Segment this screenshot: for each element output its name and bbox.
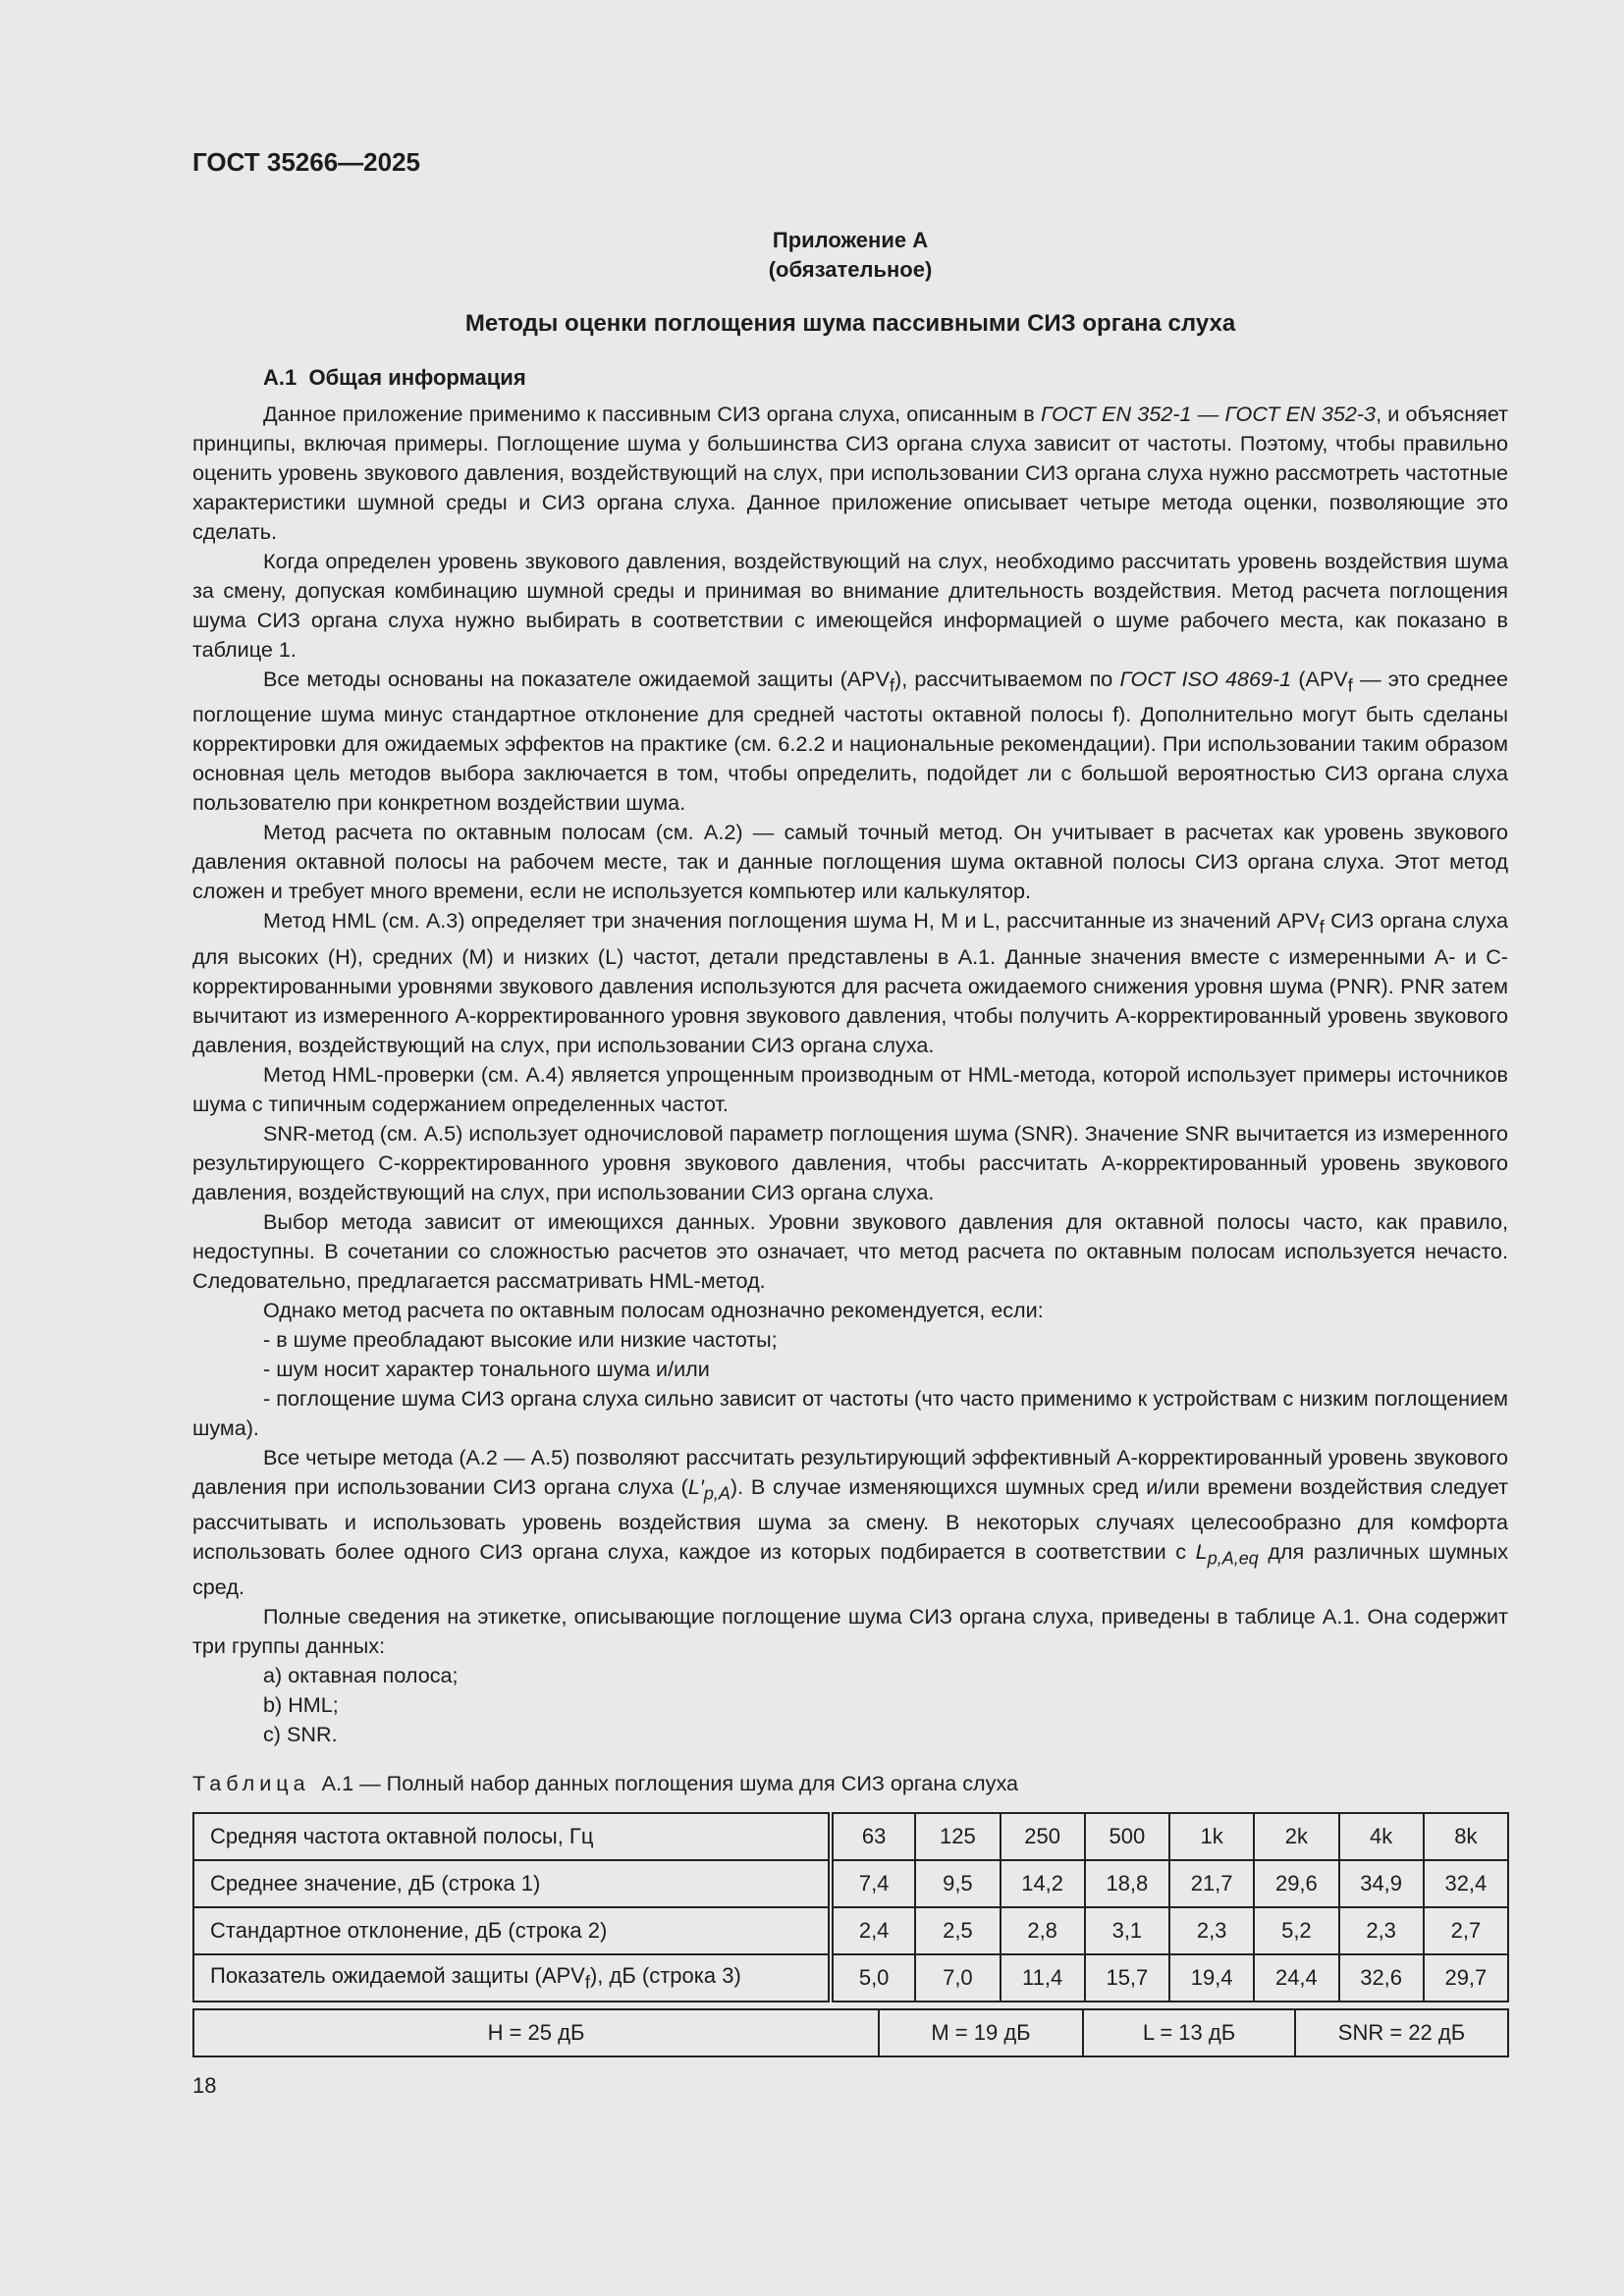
table-row [193, 2009, 1508, 2056]
table-cell: 3,1 [1085, 1907, 1169, 1954]
summary-m: M = 19 дБ [879, 2009, 1083, 2056]
table-cell: 29,6 [1254, 1860, 1338, 1907]
section-number: А.1 [263, 365, 298, 390]
table-cell: 32,6 [1339, 1954, 1424, 2002]
paragraph: Полные сведения на этикетке, описывающие поглощение шума СИЗ органа слуха, приведены в таблице А.1. Она содержит три группы данных: [192, 1604, 1508, 1659]
paragraph: Все четыре метода (А.2 — А.5) позволяют рассчитать результирующий эффективный A-корректированный уровень звукового давления при использовании СИЗ органа слуха $(L'_{p,A})$. В случае изменяющихся шумных сред и/или времени воздействия следует рассчитывать и использовать уровень воздействия шума за смену. В некоторых случаях целесообразно для комфорта использовать более одного СИЗ органа слуха, каждое из которых подбирается в соответствии с $L_{p,A,eq}$ для различных шумных сред. [192, 1444, 1509, 1600]
table-row [193, 1907, 1508, 1954]
table-cell: 4k [1339, 1813, 1424, 1860]
table-cell: 32,4 [1424, 1860, 1508, 1907]
condition-item: - в шуме преобладают высокие или низкие частоты; [263, 1326, 778, 1352]
document-id: ГОСТ 35266—2025 [192, 147, 420, 177]
paragraph: Однако метод расчета по октавным полосам однозначно рекомендуется, если: [263, 1297, 1044, 1322]
table-row [193, 1813, 1508, 1860]
paragraph: Метод HML (см. А.3) определяет три значения поглощения шума H, M и L, рассчитанные из значений $APV_f$ СИЗ органа слуха для высоких (H), средних (M) и низких (L) частот, детали представлены в А.1. Данные значения вместе с измеренными A- и C-корректированными уровнями звукового давления используются для расчета ожидаемого снижения уровня шума (PNR). PNR затем вычитают из измеренного A-корректированного уровня звукового давления, чтобы получить A-корректированный уровень звукового давления, воздействующий на слух, при использовании СИЗ органа слуха. [192, 908, 1509, 1057]
table-row [193, 1954, 1508, 2002]
summary-values-table [192, 2008, 1509, 2057]
row-label: Среднее значение, дБ (строка 1) [193, 1860, 831, 1907]
table-cell: 250 [1001, 1813, 1085, 1860]
paragraph: Когда определен уровень звукового давления, воздействующий на слух, необходимо рассчитать уровень воздействия шума за смену, допуская комбинацию шумной среды и принимая во внимание длительность воздействия. Метод расчета поглощения шума СИЗ органа слуха нужно выбирать в соответствии с имеющейся информацией о шуме рабочего места, как показано в таблице 1. [192, 549, 1508, 662]
table-cell: 63 [831, 1813, 915, 1860]
paragraph: Метод HML-проверки (см. А.4) является упрощенным производным от HML-метода, которой использует примеры источников шума с типичным содержанием определенных частот. [192, 1061, 1508, 1116]
table-cell: 2,3 [1339, 1907, 1424, 1954]
summary-h: H = 25 дБ [193, 2009, 879, 2056]
table-cell: 24,4 [1254, 1954, 1338, 2002]
row-label: Средняя частота октавной полосы, Гц [193, 1813, 831, 1860]
table-cell: 14,2 [1001, 1860, 1085, 1907]
paragraph: SNR-метод (см. А.5) использует одночисловой параметр поглощения шума (SNR). Значение SNR вычитается из измеренного результирующего C-корректированного уровня звукового давления, чтобы рассчитать A-корректированный уровень звукового давления, воздействующий на слух, при использовании СИЗ органа слуха. [192, 1120, 1508, 1204]
table-cell: 2k [1254, 1813, 1338, 1860]
table-cell: 5,0 [831, 1954, 915, 2002]
table-row [193, 1860, 1508, 1907]
annex-title: Приложение А [772, 228, 929, 252]
table-cell: 2,8 [1001, 1907, 1085, 1954]
list-item: c) SNR. [263, 1722, 338, 1747]
standard-reference: ГОСТ ISO 4869-1 [1119, 667, 1292, 691]
page-number: 18 [192, 2073, 217, 2098]
condition-item: - поглощение шума СИЗ органа слуха сильно зависит от частоты (что часто применимо к устройствам с низким поглощением шума). [192, 1385, 1508, 1440]
row-label: Показатель ожидаемой защиты $(APV_f)$, дБ (строка 3) [193, 1954, 831, 2002]
table-caption: Таблица А.1 — Полный набор данных поглощения шума для СИЗ органа слуха [192, 1771, 1019, 1795]
condition-item: - шум носит характер тонального шума и/или [263, 1356, 710, 1381]
section-title: Общая информация [308, 365, 526, 390]
table-cell: 125 [915, 1813, 1000, 1860]
summary-snr: SNR = 22 дБ [1295, 2009, 1508, 2056]
row-label: Стандартное отклонение, дБ (строка 2) [193, 1907, 831, 1954]
annex-status: (обязательное) [768, 257, 933, 282]
table-cell: 9,5 [915, 1860, 1000, 1907]
table-cell: 21,7 [1169, 1860, 1254, 1907]
noise-attenuation-table [192, 1812, 1509, 2002]
table-cell: 2,3 [1169, 1907, 1254, 1954]
table-cell: 2,7 [1424, 1907, 1508, 1954]
table-cell: 18,8 [1085, 1860, 1169, 1907]
body-text [192, 400, 1508, 1749]
table-cell: 34,9 [1339, 1860, 1424, 1907]
table-cell: 500 [1085, 1813, 1169, 1860]
table-cell: 15,7 [1085, 1954, 1169, 2002]
table-cell: 2,5 [915, 1907, 1000, 1954]
summary-l: L = 13 дБ [1083, 2009, 1295, 2056]
paragraph: Все методы основаны на показателе ожидаемой защиты $(APV_f)$, рассчитываемом по ГОСТ ISO 4869-1 ($APV_f$ — это среднее поглощение шума минус стандартное отклонение для средней частоты октавной полосы f). Дополнительно могут быть сделаны корректировки для ожидаемых эффектов на практике (см. 6.2.2 и национальные рекомендации). При использовании таким образом основная цель методов выбора заключается в том, чтобы определить, подойдет ли с большой вероятностью СИЗ органа слуха пользователю при конкретном воздействии шума. [192, 667, 1508, 816]
paragraph: Метод расчета по октавным полосам (см. А.2) — самый точный метод. Он учитывает в расчетах как уровень звукового давления октавной полосы на рабочем месте, так и данные поглощения шума октавной полосы СИЗ органа слуха. Этот метод сложен и требует много времени, если не используется компьютер или калькулятор. [192, 820, 1508, 904]
table-cell: 7,4 [831, 1860, 915, 1907]
table-cell: 2,4 [831, 1907, 915, 1954]
table-cell: 19,4 [1169, 1954, 1254, 2002]
paragraph: Данное приложение применимо к пассивным СИЗ органа слуха, описанным в ГОСТ EN 352-1 — ГОСТ EN 352-3, и объясняет принципы, включая примеры. Поглощение шума у большинства СИЗ органа слуха зависит от частоты. Поэтому, чтобы правильно оценить уровень звукового давления, воздействующий на слух, при использовании СИЗ органа слуха нужно рассмотреть частотные характеристики шумной среды и СИЗ органа слуха. Данное приложение описывает четыре метода оценки, позволяющие это сделать. [192, 401, 1509, 544]
annex-heading: Методы оценки поглощения шума пассивными СИЗ органа слуха [464, 310, 1236, 337]
paragraph: Выбор метода зависит от имеющихся данных. Уровни звукового давления для октавной полосы часто, как правило, недоступны. В сочетании со сложностью расчетов это означает, что метод расчета по октавным полосам используется нечасто. Следовательно, предлагается рассматривать HML-метод. [192, 1208, 1508, 1293]
table-cell: 1k [1169, 1813, 1254, 1860]
table-cell: 29,7 [1424, 1954, 1508, 2002]
table-cell: 8k [1424, 1813, 1508, 1860]
section-heading [263, 365, 526, 391]
standard-reference: ГОСТ EN 352-1 — ГОСТ EN 352-3 [1040, 401, 1377, 426]
table-cell: 7,0 [915, 1954, 1000, 2002]
list-item: а) октавная полоса; [263, 1663, 459, 1688]
list-item: b) HML; [263, 1692, 339, 1718]
table-cell: 11,4 [1001, 1954, 1085, 2002]
table-cell: 5,2 [1254, 1907, 1338, 1954]
